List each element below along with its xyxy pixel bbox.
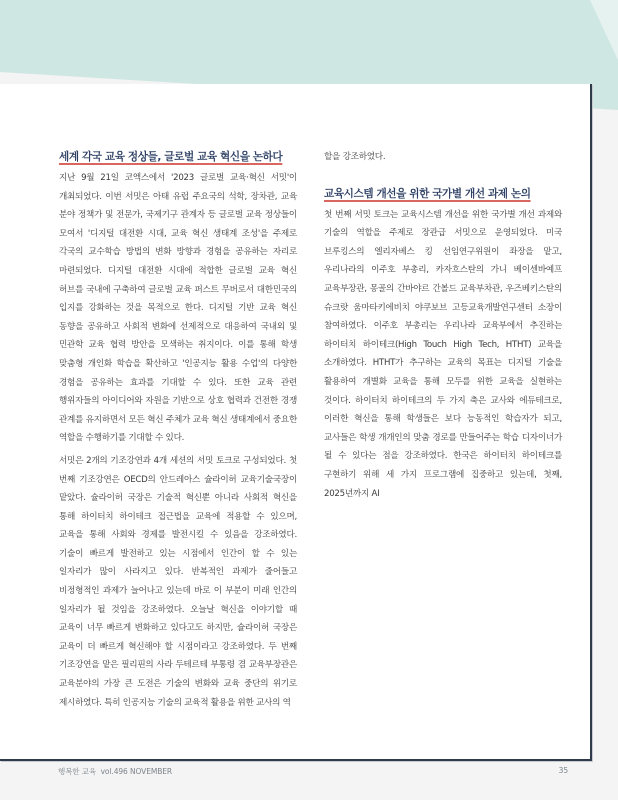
paragraph-summit-intro: 지난 9월 21일 코엑스에서 '2023 글로벌 교육·혁신 서밋'이 개최되었다. 이번 서밋은 아태 유럽 주요국의 석학, 장차관, 교육 분야 정책가 및 전문가, 국제기구 관계자 등 글로벌 교육 정상들이 모여서 '디지털 대전환 시대, 교육 혁신 생태계 조성'을 주제로 각국의 교수학습 방법의 변화 방향과 경험을 공유하는 자리로 마련되었다. 디지털 대전환 시대에 적합한 글로벌 교육 혁신 허브를 국내에 구축하여 글로벌 교육 퍼스트 무버로서 대한민국의 입지를 강화하는 것을 목적으로 한다. 디지털 기반 교육 혁신 동향을 공유하고 사회적 변화에 선제적으로 대응하여 국내외 및 민관학 교육 협력 방안을 모색하는 취지이다. 이를 통해 학생 맞춤형 개인화 학습을 확산하고 '인공지능 활용 수업'의 다양한 경험을 공유하는 효과를 기대할 수 있다. 또한 교육 관련 행위자들의 아이디어와 자원을 기반으로 상호 협력과 건전한 경쟁 관계를 유지하면서 모든 혁신 주체가 교육 혁신 생태계에서 중요한 역할을 수행하기를 기대할 수 있다.	[59, 173, 297, 444]
paragraph-keynotes: 서밋은 2개의 기조강연과 4개 세션의 서밋 토크로 구성되었다. 첫 번째 기조강연은 OECD의 안드레아스 슐라이허 교육기술국장이 맡았다. 슐라이허 국장은 기술적 혁신뿐 아니라 사회적 혁신을 통해 하이터치 하이테크 접근법을 교육에 적용할 수 있으며, 교육을 통해 사회와 경제를 발전시킬 수 있음을 강조하였다. 기술이 빠르게 발전하고 있는 시점에서 인간이 할 수 있는 일자리가 많이 사라지고 있다. 반복적인 과제가 줄어들고 비정형적인 과제가 늘어나고 있는데 바로 이 부분이 미래 인간의 일자리가 될 것임을 강조하였다. 오늘날 혁신을 이야기할 때 교육이 너무 빠르게 변화하고 있다고도 하지만, 슐라이허 국장은 교육이 더 빠르게 혁신해야 할 시점이라고 강조하였다. 두 번째 기조강연을 맡은 필리핀의 사라 두테르테 부통령 겸 교육부장관은 교육분야의 가장 큰 도전은 기술의 변화와 교육 중단의 위기로 제시하였다. 특히 인공지능 기술의 교육적 활용을 위한 교사의 역	[59, 455, 297, 708]
footer-magazine-info	[58, 766, 172, 777]
article-column-left	[59, 148, 297, 716]
footer-issue: vol.496 NOVEMBER	[100, 767, 173, 776]
paragraph-keynotes-continued: 할을 강조하였다.	[324, 152, 386, 162]
article-column-right	[324, 148, 562, 507]
section-title-national-tasks: 교육시스템 개선을 위한 국가별 개선 과제 논의	[324, 187, 531, 200]
page-number: 35	[558, 766, 568, 775]
paragraph-ministerial-summit: 첫 번째 서밋 토크는 교육시스템 개선을 위한 국가별 개선 과제와 기술의 역할을 주제로 장관급 서밋으로 운영되었다. 미국 브루킹스의 엘리자베스 킹 선임연구위원이 좌장을 맡고, 우리나라의 이주호 부총리, 카자흐스탄의 가니 베이센바예프 교육부장관, 몽골의 간바야르 간볼드 교육부차관, 우즈베키스탄의 슈크랏 움마타키에비치 야쿠보브 고등교육개발연구센터 소장이 참여하였다. 이주호 부총리는 우리나라 교육부에서 추진하는 하이터치 하이테크(High Touch High Tech, HTHT) 교육을 소개하였다. HTHT가 추구하는 교육의 목표는 디지털 기술을 활용하여 개별화 교육을 통해 모두를 위한 교육을 실현하는 것이다. 하이터치 하이테크의 두 가지 축은 교사와 에듀테크로, 이러한 혁신을 통해 학생들은 보다 능동적인 학습자가 되고, 교사들은 학생 개개인의 맞춤 경로를 만들어주는 학습 디자이너가 될 수 있다는 점을 강조하였다. 한국은 하이터치 하이테크를 구현하기 위해 세 가지 프로그램에 집중하고 있는데, 첫째, 2025년까지 AI	[324, 209, 562, 499]
section-title-global-summit: 세계 각국 교육 정상들, 글로벌 교육 혁신을 논하다	[59, 151, 283, 163]
footer-magazine-name: 행복한 교육	[58, 767, 97, 776]
